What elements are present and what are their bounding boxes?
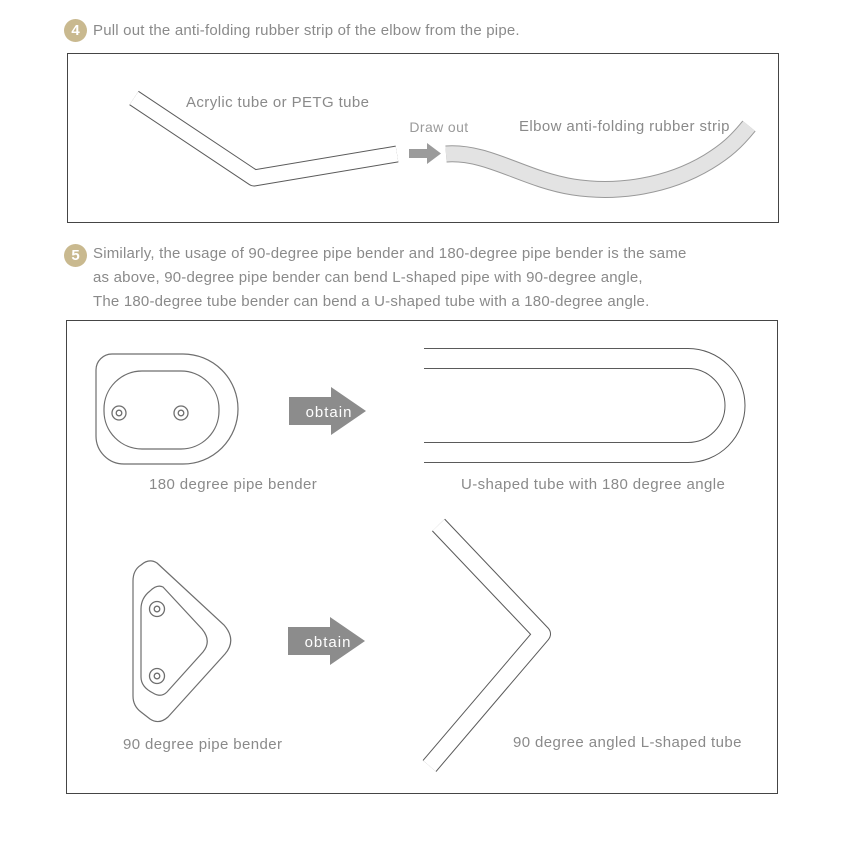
l-tube-shape — [430, 525, 543, 766]
l-tube-label: 90 degree angled L-shaped tube — [513, 734, 742, 751]
step-5-badge: 5 — [64, 244, 87, 267]
step-5-line-2: as above, 90-degree pipe bender can bend L-shaped pipe with 90-degree angle, — [93, 269, 643, 286]
step-4-diagram-box — [67, 53, 779, 223]
rubber-strip-shape — [446, 126, 749, 189]
obtain-arrow-top-label: obtain — [305, 404, 353, 421]
bender-180-shape — [96, 354, 238, 464]
obtain-arrow-bottom-icon — [288, 617, 365, 665]
step-4-text: Pull out the anti-folding rubber strip of the elbow from the pipe. — [93, 22, 520, 39]
bender-90-shape — [133, 561, 231, 722]
step-4-badge: 4 — [64, 19, 87, 42]
obtain-arrow-bottom-label: obtain — [304, 634, 352, 651]
step-5-line-1: Similarly, the usage of 90-degree pipe bender and 180-degree pipe bender is the same — [93, 245, 687, 262]
strip-label: Elbow anti-folding rubber strip — [519, 118, 730, 135]
bender-180-label: 180 degree pipe bender — [149, 476, 318, 493]
u-tube-shape — [424, 359, 735, 453]
obtain-arrow-top-icon — [289, 387, 366, 435]
step-5-text — [93, 242, 687, 314]
draw-out-arrow-icon — [409, 143, 441, 164]
tube-label: Acrylic tube or PETG tube — [186, 94, 370, 111]
step-4-diagram — [68, 54, 778, 222]
bender-90-label: 90 degree pipe bender — [123, 736, 283, 753]
u-tube-label: U-shaped tube with 180 degree angle — [461, 476, 726, 493]
step-5-line-3: The 180-degree tube bender can bend a U-shaped tube with a 180-degree angle. — [93, 293, 650, 310]
step-5-diagram-box — [66, 320, 778, 794]
draw-out-label: Draw out — [409, 119, 469, 135]
step-5-diagram — [67, 321, 777, 793]
